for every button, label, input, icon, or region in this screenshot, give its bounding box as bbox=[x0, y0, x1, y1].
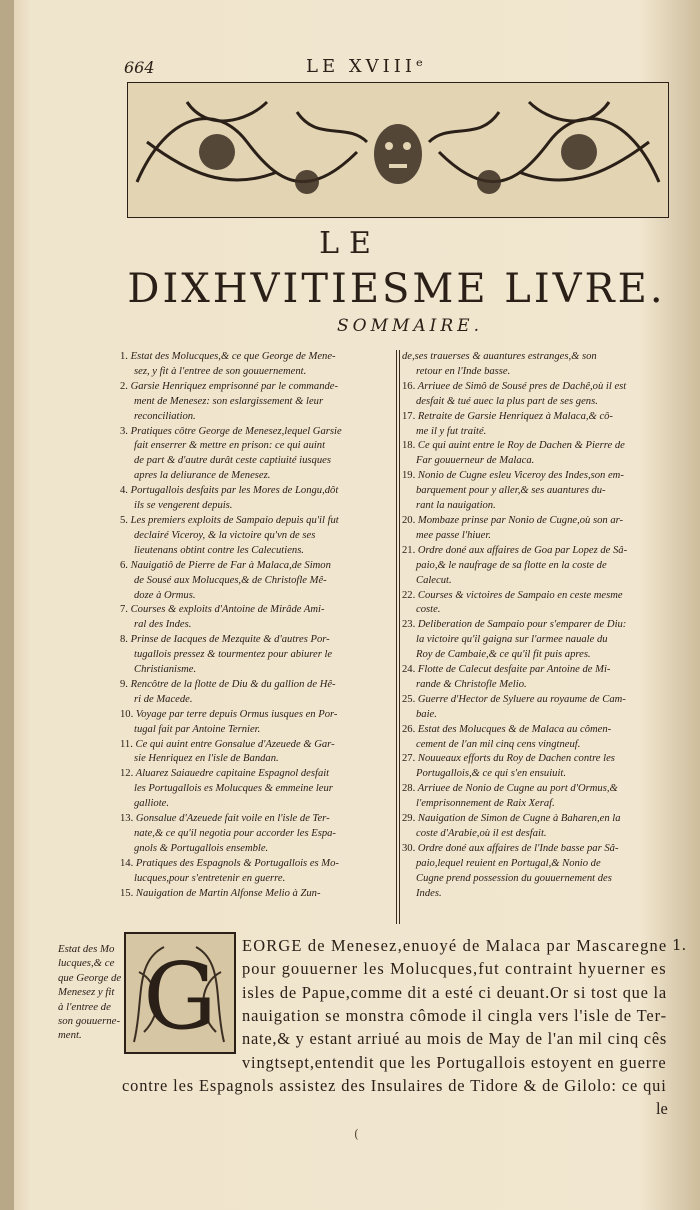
summary-item-line: Gonsalue d'Azeuede fait voile en l'isle de Ter- bbox=[135, 813, 330, 825]
summary-item-line: Calecut. bbox=[416, 574, 452, 586]
summary-item bbox=[402, 693, 670, 723]
summary-item-number: 13. bbox=[120, 813, 134, 825]
summary-item bbox=[120, 380, 392, 425]
summary-item bbox=[402, 752, 670, 782]
summary-item-line: Les premiers exploits de Sampaio depuis qu'il fut bbox=[130, 514, 339, 526]
summary-item-number: 26. bbox=[402, 723, 416, 735]
summary-item bbox=[402, 842, 670, 902]
book-title-le: LE bbox=[319, 226, 381, 261]
summary-item-line: rant la nauigation. bbox=[416, 500, 496, 512]
summary-item-line: gnols & Portugallois ensemble. bbox=[134, 842, 269, 854]
summary-item bbox=[402, 812, 670, 842]
body-line: nauigation se monstra cômode il cingla vers l'isle de Ter- bbox=[242, 1005, 667, 1025]
margin-note-line: Estat des Mo bbox=[58, 943, 115, 955]
summary-item-line: desfait & tué auec la plus part de ses gens. bbox=[416, 395, 598, 407]
summary-item bbox=[120, 603, 392, 633]
column-divider bbox=[396, 350, 397, 924]
summary-item-line: baie. bbox=[416, 708, 437, 720]
body-line: le bbox=[656, 1099, 668, 1119]
summary-right-column bbox=[402, 350, 670, 902]
summary-item-line: la victoire qu'il gaigna sur l'armee nauale du bbox=[416, 634, 608, 646]
body-line: vingtsept,entendit que les Portugallois estoyent en guerre bbox=[242, 1052, 667, 1072]
summary-item bbox=[402, 350, 670, 380]
summary-item bbox=[402, 544, 670, 589]
summary-item-number: 4. bbox=[120, 485, 128, 497]
summary-item-line: Portugallois,& ce qui s'en ensuiuit. bbox=[416, 768, 566, 780]
summary-item-line: Mombaze prinse par Nonio de Cugne,où son ar- bbox=[417, 514, 624, 526]
summary-item-line: lieutenans obtint contre les Calecutiens. bbox=[134, 544, 304, 556]
summary-item-number: 9. bbox=[120, 678, 128, 690]
body-line: isles de Papue,comme dit a esté ci deuant.Or si tost que la bbox=[242, 982, 667, 1002]
summary-item-number: 2. bbox=[120, 380, 128, 392]
summary-item bbox=[402, 469, 670, 514]
column-divider bbox=[399, 350, 400, 924]
summary-item-line: galliote. bbox=[134, 798, 170, 810]
summary-item-line: coste. bbox=[416, 604, 441, 616]
summary-item bbox=[120, 484, 392, 514]
book-title: DIXHVITIESME LIVRE. bbox=[127, 266, 666, 312]
body-line: pour gouuerner les Molucques,fut contraint hyuerner es bbox=[242, 959, 667, 979]
summary-item-line: Arriuee de Simô de Sousé pres de Dachê,où il est bbox=[417, 380, 627, 392]
summary-item bbox=[120, 767, 392, 812]
summary-item-line: doze à Ormus. bbox=[134, 589, 196, 601]
summary-item-line: apres la deliurance de Menesez. bbox=[134, 470, 271, 482]
summary-item-line: paio,& le naufrage de sa flotte en la coste de bbox=[416, 559, 607, 571]
summary-item-line: Cugne prend possession du gouuernement des bbox=[416, 872, 612, 884]
summary-item-number: 8. bbox=[120, 634, 128, 646]
summary-item-line: Nauigation de Martin Alfonse Melio à Zun- bbox=[135, 887, 321, 899]
summary-item-line: Aluarez Saiauedre capitaine Espagnol desfait bbox=[135, 768, 330, 780]
margin-note-line: ment. bbox=[58, 1029, 82, 1042]
summary-item-number: 19. bbox=[402, 470, 416, 482]
summary-item bbox=[120, 857, 392, 887]
summary-item-number: 21. bbox=[402, 544, 416, 556]
summary-item-line: Ordre doné aux affaires de Goa par Lopez de Sâ- bbox=[417, 544, 628, 556]
summary-item-line: Voyage par terre depuis Ormus iusques en Por- bbox=[135, 708, 338, 720]
summary-item-number: 14. bbox=[120, 857, 134, 869]
summary-item-line: Pratiques côtre George de Menesez,lequel Garsie bbox=[130, 425, 342, 437]
summary-item-line: Courses & exploits d'Antoine de Mirâde Ami- bbox=[130, 604, 325, 616]
summary-item bbox=[120, 425, 392, 485]
summary-item-number: 12. bbox=[120, 768, 134, 780]
running-title: LE XVIIIᵉ bbox=[306, 56, 427, 77]
marginal-number: 1. bbox=[672, 936, 687, 954]
summary-item bbox=[402, 589, 670, 619]
summary-item-line: Estat des Molucques & de Malaca au cômen- bbox=[417, 723, 612, 735]
margin-note-line: Menesez y fit bbox=[58, 986, 115, 999]
summary-item bbox=[120, 678, 392, 708]
summary-item-number: 28. bbox=[402, 783, 416, 795]
page-number: 664 bbox=[124, 58, 155, 77]
body-line: EORGE de Menesez,enuoyé de Malaca par Mascaregne bbox=[242, 936, 668, 955]
summary-item-line: de part & d'autre durât ceste captiuité iusques bbox=[134, 455, 331, 467]
summary-item-number: 23. bbox=[402, 619, 416, 631]
summary-item-number: 7. bbox=[120, 604, 128, 616]
summary-item-line: Courses & victoires de Sampaio en ceste mesme bbox=[417, 589, 623, 601]
margin-note bbox=[58, 942, 124, 1043]
summary-item-number: 5. bbox=[120, 514, 128, 526]
summary-item bbox=[120, 708, 392, 738]
summary-item-line: les Portugallois es Molucques & emmeine leur bbox=[134, 783, 333, 795]
summary-item-line: Nouueaux efforts du Roy de Dachen contre les bbox=[417, 753, 615, 765]
summary-item-line: Ce qui auint entre Gonsalue d'Azeuede & Gar- bbox=[135, 738, 335, 750]
summary-item-line: ri de Macede. bbox=[134, 693, 193, 705]
summary-item-number: 6. bbox=[120, 559, 128, 571]
summary-item-line: Portugallois desfaits par les Mores de Longu,dôt bbox=[130, 485, 339, 497]
summary-item-line: Nonio de Cugne esleu Viceroy des Indes,son em- bbox=[417, 470, 624, 482]
summary-item-line: lucques,pour s'entretenir en guerre. bbox=[134, 872, 286, 884]
summary-item bbox=[120, 812, 392, 857]
summary-item-line: Ce qui auint entre le Roy de Dachen & Pierre de bbox=[417, 440, 625, 452]
summary-item bbox=[120, 887, 392, 902]
summary-item-line: cement de l'an mil cinq cens vingtneuf. bbox=[416, 738, 581, 750]
summary-item-line: Far gouuerneur de Malaca. bbox=[416, 455, 535, 467]
summary-item-line: reconciliation. bbox=[134, 410, 196, 422]
summary-item-line: Arriuee de Nonio de Cugne au port d'Ormus,& bbox=[417, 783, 618, 795]
summary-item-line: Indes. bbox=[416, 887, 442, 899]
summary-item-number: 1. bbox=[120, 351, 128, 362]
summary-item bbox=[402, 439, 670, 469]
summary-item-line: Ordre doné aux affaires de l'Inde basse par Sâ- bbox=[417, 842, 619, 854]
summary-item-number: 27. bbox=[402, 753, 416, 765]
summary-heading: SOMMAIRE. bbox=[336, 316, 483, 336]
summary-item bbox=[120, 738, 392, 768]
summary-item bbox=[402, 410, 670, 440]
margin-note-line: que George de bbox=[58, 971, 122, 984]
summary-item-line: Nauigation de Simon de Cugne à Baharen,en la bbox=[417, 813, 621, 825]
summary-item-number: 11. bbox=[120, 738, 133, 750]
margin-note-line: son gouuerne- bbox=[58, 1015, 121, 1028]
summary-item-line: fait enserrer & mettre en prison: ce qui auint bbox=[134, 440, 326, 452]
summary-item bbox=[402, 723, 670, 753]
body-line: contre les Espagnols assistez des Insulaires de Tidore & de Gilolo: ce qui bbox=[122, 1075, 667, 1095]
summary-item-line: sez, y fit à l'entree de son gouuernement. bbox=[134, 365, 307, 377]
summary-item-number: 25. bbox=[402, 693, 416, 705]
summary-item-line: rande & Christofle Melio. bbox=[416, 678, 527, 690]
summary-item bbox=[402, 618, 670, 663]
summary-item bbox=[402, 663, 670, 693]
ornamental-headpiece bbox=[127, 82, 669, 218]
summary-item-number: 10. bbox=[120, 708, 134, 720]
summary-item-number: 22. bbox=[402, 589, 416, 601]
summary-item-number: 30. bbox=[402, 842, 416, 854]
summary-item-line: de,ses trauerses & auantures estranges,& son bbox=[402, 351, 597, 362]
summary-item-line: ral des Indes. bbox=[134, 619, 192, 631]
summary-item-number: 3. bbox=[120, 425, 128, 437]
margin-note-line: lucques,& ce bbox=[58, 957, 115, 970]
summary-item-line: de Sousé aux Molucques,& de Christofle Mê- bbox=[134, 574, 327, 586]
summary-item-line: Estat des Molucques,& ce que George de Mene- bbox=[130, 351, 336, 362]
summary-item-line: Deliberation de Sampaio pour s'emparer de Diu: bbox=[417, 619, 627, 631]
summary-item-line: sie Henriquez en l'isle de Bandan. bbox=[134, 753, 279, 765]
margin-note-line: à l'entree de bbox=[58, 1000, 111, 1013]
summary-item bbox=[120, 514, 392, 559]
summary-item-number: 20. bbox=[402, 514, 416, 526]
summary-item-line: Garsie Henriquez emprisonné par le commande- bbox=[130, 380, 339, 392]
decorated-initial bbox=[124, 932, 236, 1054]
binding-gutter bbox=[0, 0, 14, 1210]
summary-item-line: tugallois pressez & tourmentez pour abiurer le bbox=[134, 649, 333, 661]
summary-item bbox=[120, 633, 392, 678]
summary-item-number: 17. bbox=[402, 410, 416, 422]
summary-item-number: 24. bbox=[402, 664, 416, 676]
summary-item-line: me il y fut traité. bbox=[416, 425, 487, 437]
summary-item-line: Rencôtre de la flotte de Diu & du gallion de Hê- bbox=[130, 678, 336, 690]
summary-item-line: nate,& ce qu'il negotia pour accorder les Espa- bbox=[134, 828, 336, 839]
summary-item-line: barquement pour y aller,& ses auantures du- bbox=[416, 485, 606, 497]
body-line: nate,& y estant arriué au mois de May de l'an mil cinq cês bbox=[242, 1029, 668, 1049]
summary-item-line: paio,lequel reuient en Portugal,& Nonio de bbox=[416, 857, 601, 869]
summary-item-line: declairé Viceroy, & la victoire qu'vn de ses bbox=[134, 529, 316, 541]
summary-item bbox=[120, 350, 392, 380]
footer-mark: ( bbox=[354, 1127, 359, 1141]
summary-item-line: Roy de Cambaie,& ce qu'il fit puis apres. bbox=[416, 649, 591, 661]
summary-item-line: coste d'Arabie,où il est desfait. bbox=[416, 828, 547, 839]
summary-item-line: retour en l'Inde basse. bbox=[416, 365, 511, 377]
summary-item-line: Retraite de Garsie Henriquez à Malaca,& cô- bbox=[417, 410, 613, 422]
summary-item-line: Christianisme. bbox=[134, 664, 197, 676]
summary-item bbox=[402, 782, 670, 812]
summary-item-line: Guerre d'Hector de Syluere au royaume de Cam- bbox=[417, 693, 626, 705]
summary-item-number: 18. bbox=[402, 440, 416, 452]
summary-item-line: Flotte de Calecut desfaite par Antoine de Mi- bbox=[417, 664, 611, 676]
summary-item-line: l'emprisonnement de Raix Xeraf. bbox=[416, 798, 555, 810]
summary-item bbox=[120, 559, 392, 604]
summary-item-line: tugal fait par Antoine Ternier. bbox=[134, 723, 261, 735]
summary-item-number: 16. bbox=[402, 380, 416, 392]
initial-letter: G bbox=[143, 943, 217, 1050]
summary-item-line: Nauigatiô de Pierre de Far à Malaca,de Simon bbox=[130, 559, 331, 571]
summary-item-number: 15. bbox=[120, 887, 134, 899]
summary-item bbox=[402, 380, 670, 410]
summary-item-line: ils se vengerent depuis. bbox=[134, 500, 233, 512]
summary-item-line: Pratiques des Espagnols & Portugallois es Mo- bbox=[135, 857, 339, 869]
summary-item-line: Prinse de Iacques de Mezquite & d'autres Por- bbox=[130, 634, 330, 646]
summary-item-line: ment de Menesez: son eslargissement & leur bbox=[134, 395, 324, 407]
summary-item-line: mee passe l'hiuer. bbox=[416, 529, 491, 541]
summary-left-column bbox=[120, 350, 392, 902]
summary-item-number: 29. bbox=[402, 813, 416, 825]
summary-item bbox=[402, 514, 670, 544]
